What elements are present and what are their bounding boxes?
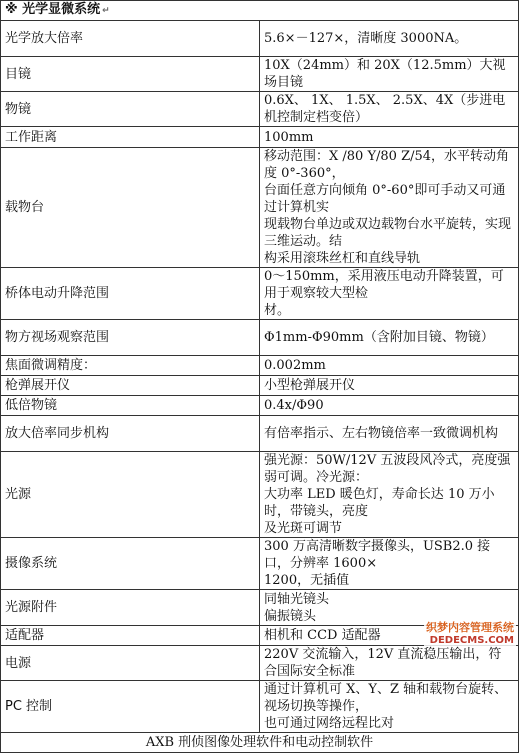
spec-value-line: 台面任意方向倾角 0°-60°即可手动又可通过计算机实 xyxy=(264,183,506,215)
spec-value xyxy=(260,626,519,646)
spec-value-line: 大功率 LED 暖色灯，寿命长达 10 万小时，带镜头，亮度 xyxy=(264,487,495,519)
section-header-row xyxy=(1,1,519,21)
footer-text: AXB 刑侦图像处理软件和电动控制软件 xyxy=(1,733,519,753)
spec-value-line: 偏振镜头 xyxy=(264,608,317,624)
spec-label: 载物台 xyxy=(1,148,260,268)
spec-row xyxy=(1,626,519,646)
spec-value xyxy=(260,356,519,376)
spec-value xyxy=(260,57,519,92)
spec-label: 摄像系统 xyxy=(1,538,260,590)
spec-value-line: 移动范围：X /80 Y/80 Z/54，水平转动角度 0°-360°， xyxy=(264,149,510,181)
spec-label: 光源附件 xyxy=(1,590,260,626)
spec-value-line: 通过计算机可 X、Y、Z 轴和载物台旋转、视场切换等操作， xyxy=(264,682,508,714)
spec-row xyxy=(1,646,519,681)
spec-value xyxy=(260,452,519,538)
spec-row xyxy=(1,21,519,57)
spec-row xyxy=(1,376,519,396)
spec-label: 焦面微调精度： xyxy=(1,356,260,376)
spec-label: 适配器 xyxy=(1,626,260,646)
spec-value-line: 相机和 CCD 适配器 xyxy=(264,628,381,643)
spec-row xyxy=(1,538,519,590)
spec-label: 光源 xyxy=(1,452,260,538)
spec-row xyxy=(1,57,519,92)
spec-value-line: Φ1mm-Φ90mm（含附加目镜、物镜） xyxy=(264,330,494,345)
spec-value-line: 现载物台单边或双边载物台水平旋转，实现三维运动。结 xyxy=(264,217,512,249)
spec-value-line: 构采用滚珠丝杠和直线导轨 xyxy=(264,251,421,266)
spec-value-line: 材。 xyxy=(264,303,291,318)
spec-label: 目镜 xyxy=(1,57,260,92)
spec-value xyxy=(260,376,519,396)
spec-value-line: 0.6X、 1X、 1.5X、 2.5X、4X（步进电机控制定档变倍） xyxy=(264,93,506,125)
spec-value xyxy=(260,268,519,320)
spec-value-line: 220V 交流输入，12V 直流稳压输出，符合国际安全标准 xyxy=(264,647,502,679)
spec-value xyxy=(260,396,519,416)
spec-label: 放大倍率同步机构 xyxy=(1,416,260,452)
section-title-text: ※ 光学显微系统 xyxy=(5,2,101,17)
watermark-title: 织梦内容管理系统 xyxy=(426,621,514,634)
spec-value-line: 0.002mm xyxy=(264,358,326,373)
spec-value xyxy=(260,646,519,681)
spec-value-line: 0～150mm，采用液压电动升降装置，可用于观察较大型检 xyxy=(264,269,504,301)
spec-row xyxy=(1,148,519,268)
spec-value xyxy=(260,92,519,127)
spec-value-line: 5.6×－127×，清晰度 3000NA。 xyxy=(264,31,468,46)
spec-value-line: 也可通过网络远程比对 xyxy=(264,716,395,731)
spec-value-line: 100mm xyxy=(264,129,314,145)
spec-row xyxy=(1,92,519,127)
spec-value-line: 强光源：50W/12V 五波段风冷式，亮度强弱可调。冷光源： xyxy=(264,453,511,485)
spec-value-line: 0.4x/Φ90 xyxy=(264,398,324,413)
spec-row xyxy=(1,396,519,416)
spec-label: 低倍物镜 xyxy=(1,396,260,416)
spec-row xyxy=(1,590,519,626)
spec-value xyxy=(260,416,519,452)
spec-label: 枪弹展开仪 xyxy=(1,376,260,396)
spec-row xyxy=(1,127,519,148)
watermark-domain: DEDECMS.COM xyxy=(424,635,516,646)
spec-row xyxy=(1,416,519,452)
spec-label: PC 控制 xyxy=(1,681,260,733)
spec-value xyxy=(260,320,519,356)
spec-value xyxy=(260,538,519,590)
footer-row xyxy=(1,733,519,753)
spec-value-line: 300 万高清晰数字摄像头，USB2.0 接口，分辨率 1600× xyxy=(264,539,491,571)
section-title xyxy=(1,1,519,21)
spec-label: 物方视场观察范围 xyxy=(1,320,260,356)
spec-label: 桥体电动升降范围 xyxy=(1,268,260,320)
spec-label: 光学放大倍率 xyxy=(1,21,260,57)
spec-row xyxy=(1,681,519,733)
spec-value-line: 同轴光镜头 xyxy=(264,591,330,607)
spec-row xyxy=(1,452,519,538)
spec-row xyxy=(1,356,519,376)
spec-value-line: 1200，无插值 xyxy=(264,573,350,588)
spec-value xyxy=(260,127,519,148)
spec-label: 物镜 xyxy=(1,92,260,127)
spec-value-line: 及光斑可调节 xyxy=(264,521,343,536)
spec-value xyxy=(260,590,519,626)
spec-row xyxy=(1,320,519,356)
spec-value xyxy=(260,681,519,733)
spec-row xyxy=(1,268,519,320)
paragraph-mark: ↵ xyxy=(102,6,110,16)
spec-value-line: 10X（24mm）和 20X（12.5mm）大视场目镜 xyxy=(264,58,506,90)
spec-label: 工作距离 xyxy=(1,127,260,148)
spec-label: 电源 xyxy=(1,646,260,681)
spec-value xyxy=(260,148,519,268)
spec-value xyxy=(260,21,519,57)
spec-value-line: 小型枪弹展开仪 xyxy=(264,378,356,393)
spec-value-line: 有倍率指示、左右物镜倍率一致微调机构 xyxy=(264,426,499,441)
